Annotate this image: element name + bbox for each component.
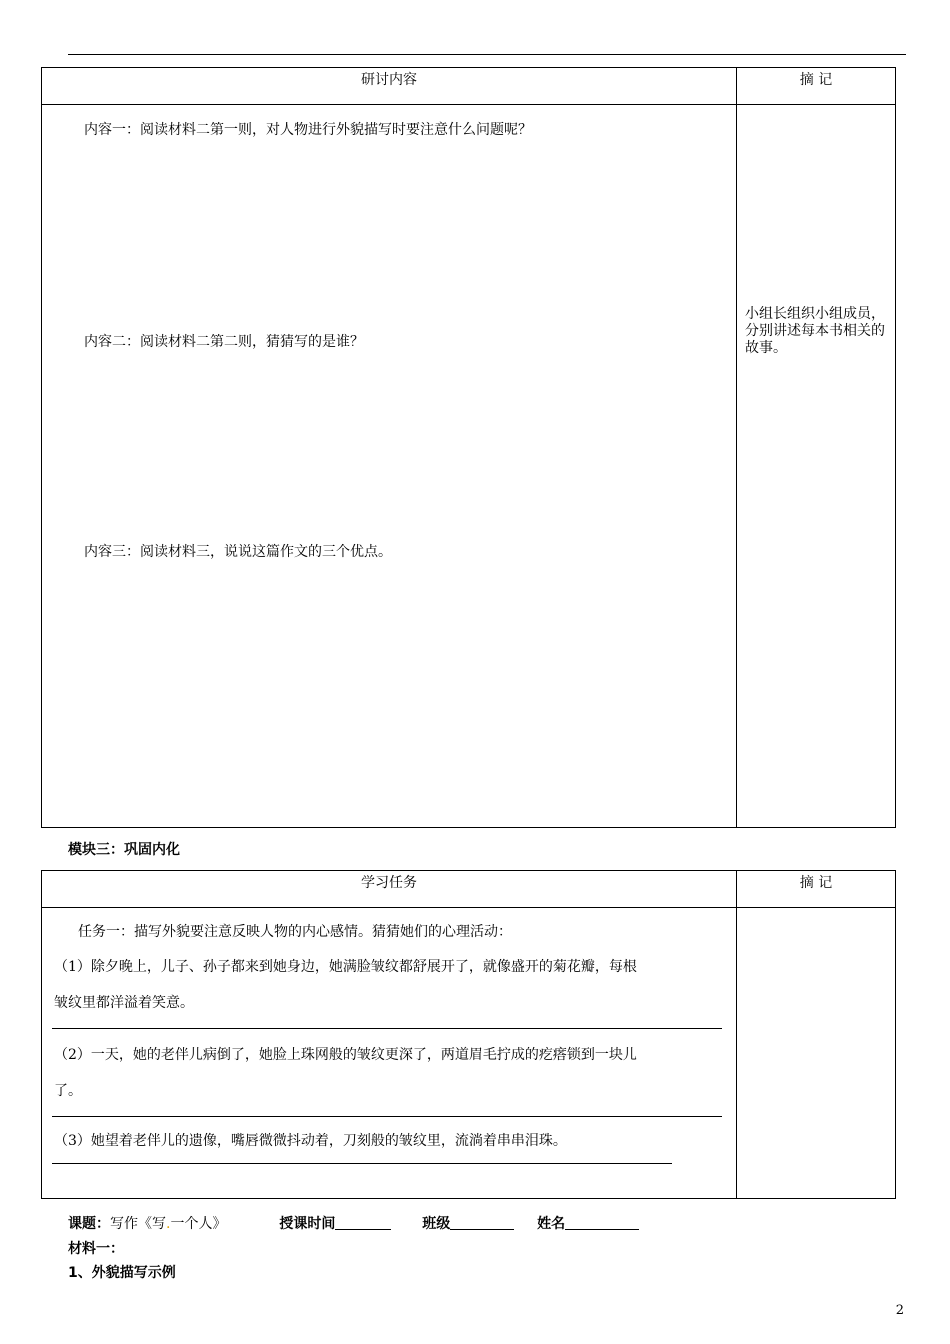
task-item-3-line-1: （3）她望着老伴儿的遗像，嘴唇微微抖动着，刀刻般的皱纹里，流淌着串串泪珠。 (54, 1133, 567, 1149)
lesson-info-line (68, 1213, 639, 1233)
mark-dot: . (166, 1216, 171, 1232)
time-blank (335, 1215, 391, 1230)
task-item-2-line-2: 了。 (54, 1083, 82, 1099)
discussion-header: 研讨内容 (42, 68, 737, 105)
task-content-cell (42, 908, 737, 1199)
discussion-table (41, 67, 896, 828)
class-label: 班级 (422, 1216, 451, 1232)
task-table (41, 870, 896, 1199)
task-item-1-line-2: 皱纹里都洋溢着笑意。 (54, 995, 194, 1011)
header-rule (68, 54, 906, 55)
content-item-2: 内容二：阅读材料二第二则，猜猜写的是谁？ (84, 334, 364, 350)
task-notes-header: 摘 记 (737, 871, 896, 908)
section-label: 1、外貌描写示例 (68, 1265, 176, 1281)
task-header: 学习任务 (42, 871, 737, 908)
notes-text: 小组长组织小组成员，分别讲述每本书相关的故事。 (745, 306, 885, 356)
class-blank (450, 1215, 514, 1230)
content-item-1: 内容一：阅读材料二第一则，对人物进行外貌描写时要注意什么问题呢？ (84, 122, 532, 138)
task-intro: 任务一：描写外貌要注意反映人物的内心感情。猜猜她们的心理活动： (78, 924, 512, 940)
task-item-1-line-1: （1）除夕晚上，儿子、孙子都来到她身边，她满脸皱纹都舒展开了，就像盛开的菊花瓣，每根 (54, 959, 637, 975)
content-item-3: 内容三：阅读材料三，说说这篇作文的三个优点。 (84, 544, 392, 560)
time-label: 授课时间 (279, 1216, 336, 1232)
notes-cell (737, 105, 896, 828)
answer-line-2 (52, 1116, 722, 1117)
answer-line-1 (52, 1028, 722, 1029)
name-label: 姓名 (537, 1216, 566, 1232)
material-label: 材料一： (68, 1241, 124, 1257)
discussion-content-cell (42, 105, 737, 828)
notes-header: 摘 记 (737, 68, 896, 105)
name-blank (565, 1215, 639, 1230)
task-notes-cell (737, 908, 896, 1199)
task-item-2-line-1: （2）一天，她的老伴儿病倒了，她脸上珠网般的皱纹更深了，两道眉毛拧成的疙瘩锁到一块儿 (54, 1047, 637, 1063)
topic-label: 课题： (68, 1216, 110, 1232)
module3-heading: 模块三：巩固内化 (68, 842, 180, 858)
answer-line-3 (52, 1163, 672, 1164)
topic-value-b: 一个人》 (170, 1216, 227, 1232)
topic-value-a: 写作《写 (110, 1216, 166, 1232)
page-number: 2 (895, 1303, 904, 1318)
